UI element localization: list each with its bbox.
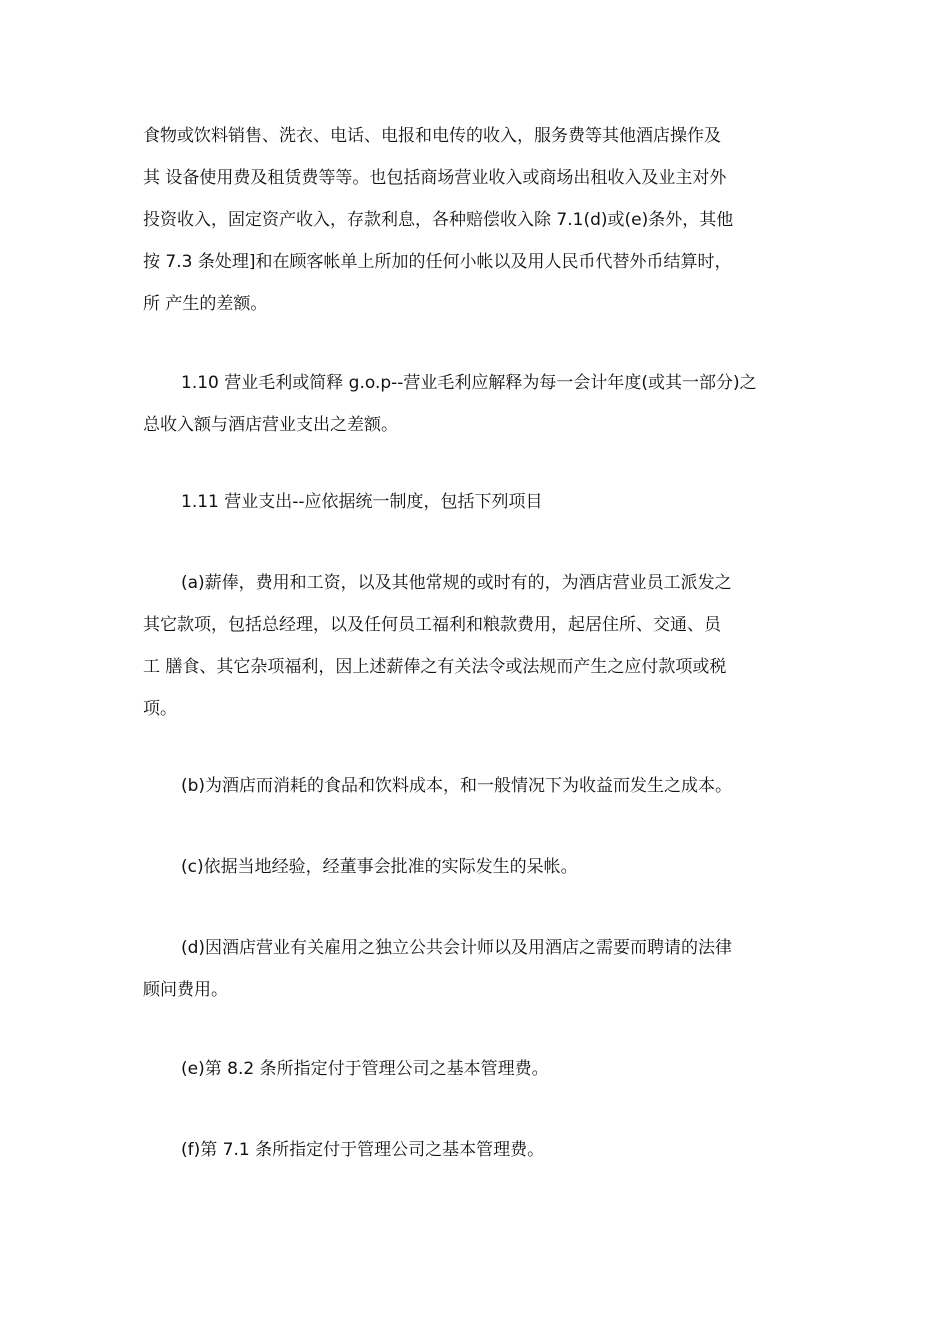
text-line: 投资收入，固定资产收入，存款利息，各种赔偿收入除 7.1(d)或(e)条外，其他	[143, 210, 734, 230]
text-line: (d)因酒店营业有关雇用之独立公共会计师以及用酒店之需要而聘请的法律	[181, 938, 733, 958]
paragraph-1-11-operating-expenses	[143, 487, 813, 529]
text-line: 1.10 营业毛利或简释 g.o.p--营业毛利应解释为每一会计年度(或其一部分)之	[181, 373, 757, 393]
text-line: 其 设备使用费及租赁费等等。也包括商场营业收入或商场出租收入及业主对外	[143, 168, 727, 188]
text-line: 工 膳食、其它杂项福利，因上述薪俸之有关法令或法规而产生之应付款项或税	[143, 657, 727, 677]
text-line: 其它款项，包括总经理，以及任何员工福利和粮款费用，起居住所、交通、员	[143, 615, 721, 635]
text-line: (c)依据当地经验，经董事会批准的实际发生的呆帐。	[181, 857, 578, 877]
paragraph-revenue-continued	[143, 121, 813, 331]
text-line: 按 7.3 条处理]和在顾客帐单上所加的任何小帐以及用人民币代替外币结算时，	[143, 252, 732, 272]
paragraph-item-a	[143, 568, 813, 736]
paragraph-item-d	[143, 933, 813, 1017]
text-line: 所 产生的差额。	[143, 294, 268, 314]
text-line: 顾问费用。	[143, 980, 228, 1000]
paragraph-item-f	[143, 1135, 813, 1177]
text-line: 总收入额与酒店营业支出之差额。	[143, 415, 398, 435]
paragraph-item-c	[143, 852, 813, 894]
text-line: 食物或饮料销售、洗衣、电话、电报和电传的收入，服务费等其他酒店操作及	[143, 126, 721, 146]
text-line: 1.11 营业支出--应依据统一制度，包括下列项目	[181, 492, 543, 512]
text-line: (f)第 7.1 条所指定付于管理公司之基本管理费。	[181, 1140, 545, 1160]
text-line: (a)薪俸，费用和工资，以及其他常规的或时有的，为酒店营业员工派发之	[181, 573, 732, 593]
paragraph-item-e	[143, 1054, 813, 1096]
paragraph-1-10-gop	[143, 368, 813, 452]
text-line: (b)为酒店而消耗的食品和饮料成本，和一般情况下为收益而发生之成本。	[181, 776, 733, 796]
paragraph-item-b	[143, 771, 813, 813]
text-line: 项。	[143, 699, 177, 719]
text-line: (e)第 8.2 条所指定付于管理公司之基本管理费。	[181, 1059, 549, 1079]
